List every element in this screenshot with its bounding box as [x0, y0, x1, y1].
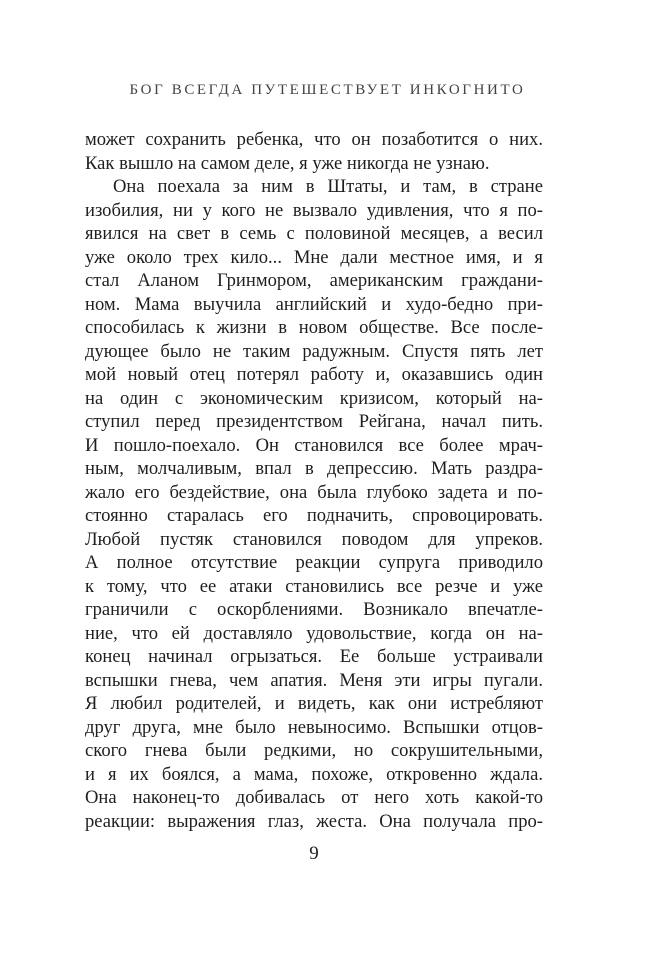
text-line: стал Аланом Гринмором, американским граждани-	[85, 270, 543, 291]
text-block	[85, 128, 543, 833]
text-line: друг друга, мне было невыносимо. Вспышки отцов-	[85, 716, 543, 738]
text-line: к тому, что ее атаки становились все резче и уже	[85, 575, 543, 597]
text-line: ным, молчаливым, впал в депрессию. Мать раздра-	[85, 458, 543, 479]
text-line: ского гнева были редкими, но сокрушительными,	[85, 740, 543, 761]
text-line: стоянно старалась его подначить, спровоцировать.	[85, 505, 543, 526]
text-line: Как вышло на самом деле, я уже никогда не узнаю.	[85, 152, 490, 174]
text-line: конец начинал огрызаться. Ее больше устраивали	[85, 646, 543, 667]
text-line: ступил перед президентством Рейгана, начал пить.	[85, 411, 543, 432]
text-line: мой новый отец потерял работу и, оказавшись один	[85, 364, 543, 385]
text-line: И пошло-поехало. Он становился все более мрач-	[85, 434, 543, 456]
text-line: Она наконец-то добивалась от него хоть какой-то	[85, 787, 543, 808]
text-line: явился на свет в семь с половиной месяцев, а весил	[85, 223, 543, 244]
text-line: А полное отсутствие реакции супруга приводило	[85, 552, 543, 573]
text-line: на один с экономическим кризисом, который на-	[85, 387, 543, 409]
text-line: Она поехала за ним в Штаты, и там, в стране	[113, 176, 543, 197]
text-line: ние, что ей доставляло удовольствие, когда он на-	[85, 622, 543, 644]
text-line: жало его бездействие, она была глубоко задета и по-	[85, 481, 543, 503]
text-line: ном. Мама выучила английский и худо-бедно при-	[85, 293, 543, 315]
text-line: уже около трех кило... Мне дали местное имя, и я	[85, 246, 543, 268]
text-line: граничили с оскорблениями. Возникало впечатле-	[85, 599, 543, 620]
text-line: и я их боялся, а мама, похоже, откровенно ждала.	[85, 763, 543, 785]
text-line: изобилия, ни у кого не вызвало удивления, что я по-	[85, 199, 543, 221]
text-line: дующее было не таким радужным. Спустя пять лет	[85, 340, 543, 362]
page-number: 9	[309, 843, 319, 864]
text-line: может сохранить ребенка, что он позаботится о них.	[85, 129, 543, 150]
text-line: вспышки гнева, чем апатия. Меня эти игры пугали.	[85, 669, 543, 691]
text-line: реакции: выражения глаз, жеста. Она получала про-	[85, 810, 543, 832]
text-line: Я любил родителей, и видеть, как они истребляют	[85, 693, 543, 714]
text-line: способилась к жизни в новом обществе. Все после-	[85, 317, 543, 338]
text-line: Любой пустяк становился поводом для упреков.	[85, 528, 543, 550]
running-header: БОГ ВСЕГДА ПУТЕШЕСТВУЕТ ИНКОГНИТО	[129, 82, 526, 98]
